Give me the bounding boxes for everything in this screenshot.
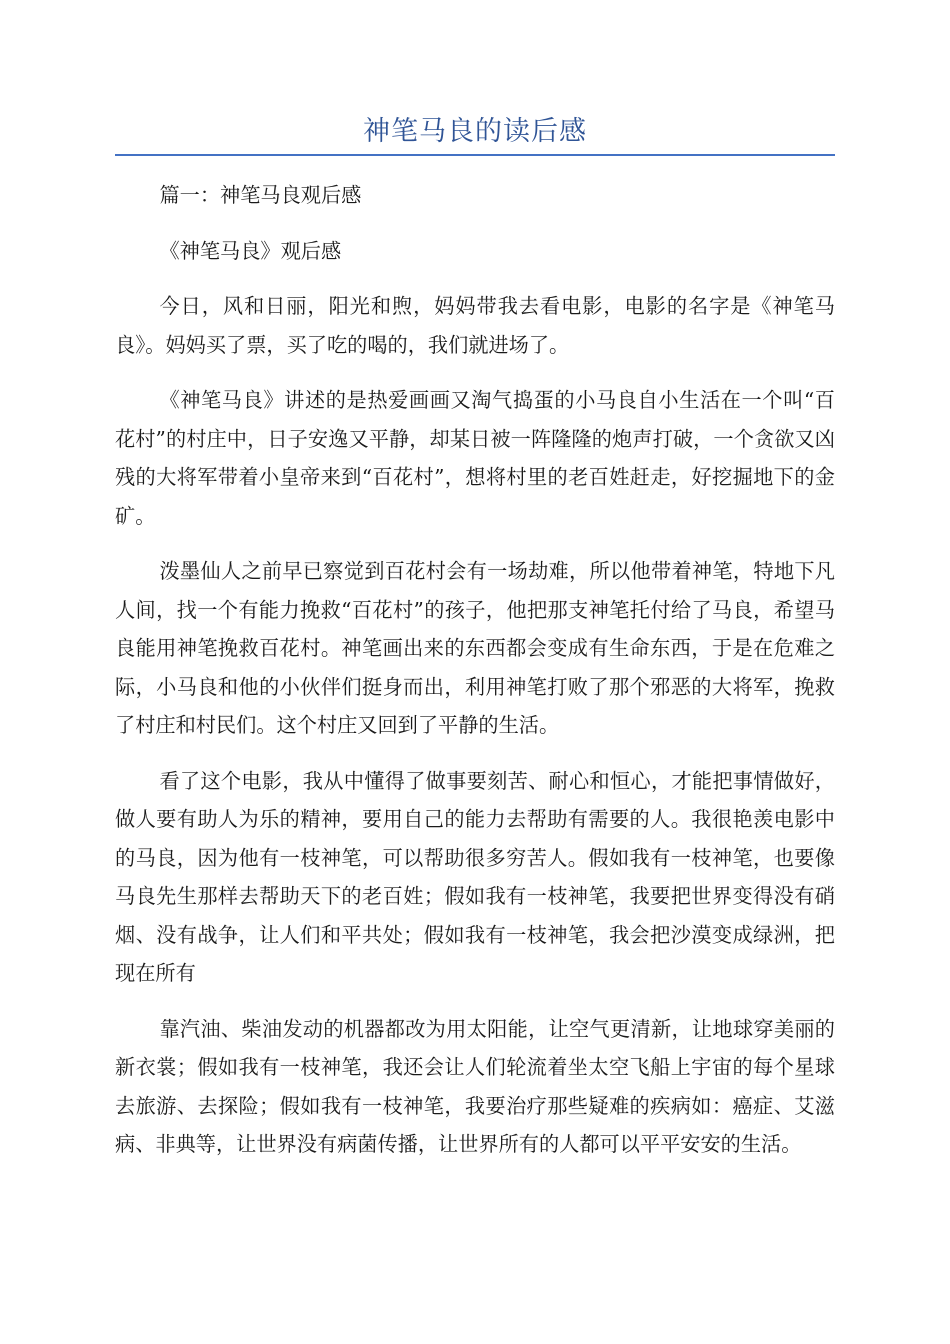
document-body [115,176,835,1181]
body-paragraph: 泼墨仙人之前早已察觉到百花村会有一场劫难，所以他带着神笔，特地下凡人间，找一个有能力挽救“百花村”的孩子，他把那支神笔托付给了马良，希望马良能用神笔挽救百花村。神笔画出来的东西都会变成有生命东西，于是在危难之际，小马良和他的小伙伴们挺身而出，利用神笔打败了那个邪恶的大将军，挽救了村庄和村民们。这个村庄又回到了平静的生活。 [115,559,835,737]
section-heading: 篇一：神笔马良观后感 [159,183,362,207]
body-paragraph: 《神笔马良》讲述的是热爱画画又淘气捣蛋的小马良自小生活在一个叫“百花村”的村庄中，日子安逸又平静，却某日被一阵隆隆的炮声打破，一个贪欲又凶残的大将军带着小皇帝来到“百花村”，想将村里的老百姓赶走，好挖掘地下的金矿。 [115,388,835,528]
page-title: 神笔马良的读后感 [363,116,587,147]
title-divider [115,154,835,156]
subheading: 《神笔马良》观后感 [159,238,342,263]
body-paragraph: 靠汽油、柴油发动的机器都改为用太阳能，让空气更清新，让地球穿美丽的新衣裳；假如我有一枝神笔，我还会让人们轮流着坐太空飞船上宇宙的每个星球去旅游、去探险；假如我有一枝神笔，我要治疗那些疑难的疾病如：癌症、艾滋病、非典等，让世界没有病菌传播，让世界所有的人都可以平平安安的生活。 [115,1016,835,1156]
body-paragraph: 今日，风和日丽，阳光和煦，妈妈带我去看电影，电影的名字是《神笔马良》。妈妈买了票，买了吃的喝的，我们就进场了。 [115,294,835,357]
body-paragraph: 看了这个电影，我从中懂得了做事要刻苦、耐心和恒心，才能把事情做好，做人要有助人为乐的精神，要用自己的能力去帮助有需要的人。我很艳羡电影中的马良，因为他有一枝神笔，可以帮助很多穷苦人。假如我有一枝神笔，也要像马良先生那样去帮助天下的老百姓；假如我有一枝神笔，我要把世界变得没有硝烟、没有战争，让人们和平共处；假如我有一枝神笔，我会把沙漠变成绿洲，把现在所有 [115,768,835,985]
